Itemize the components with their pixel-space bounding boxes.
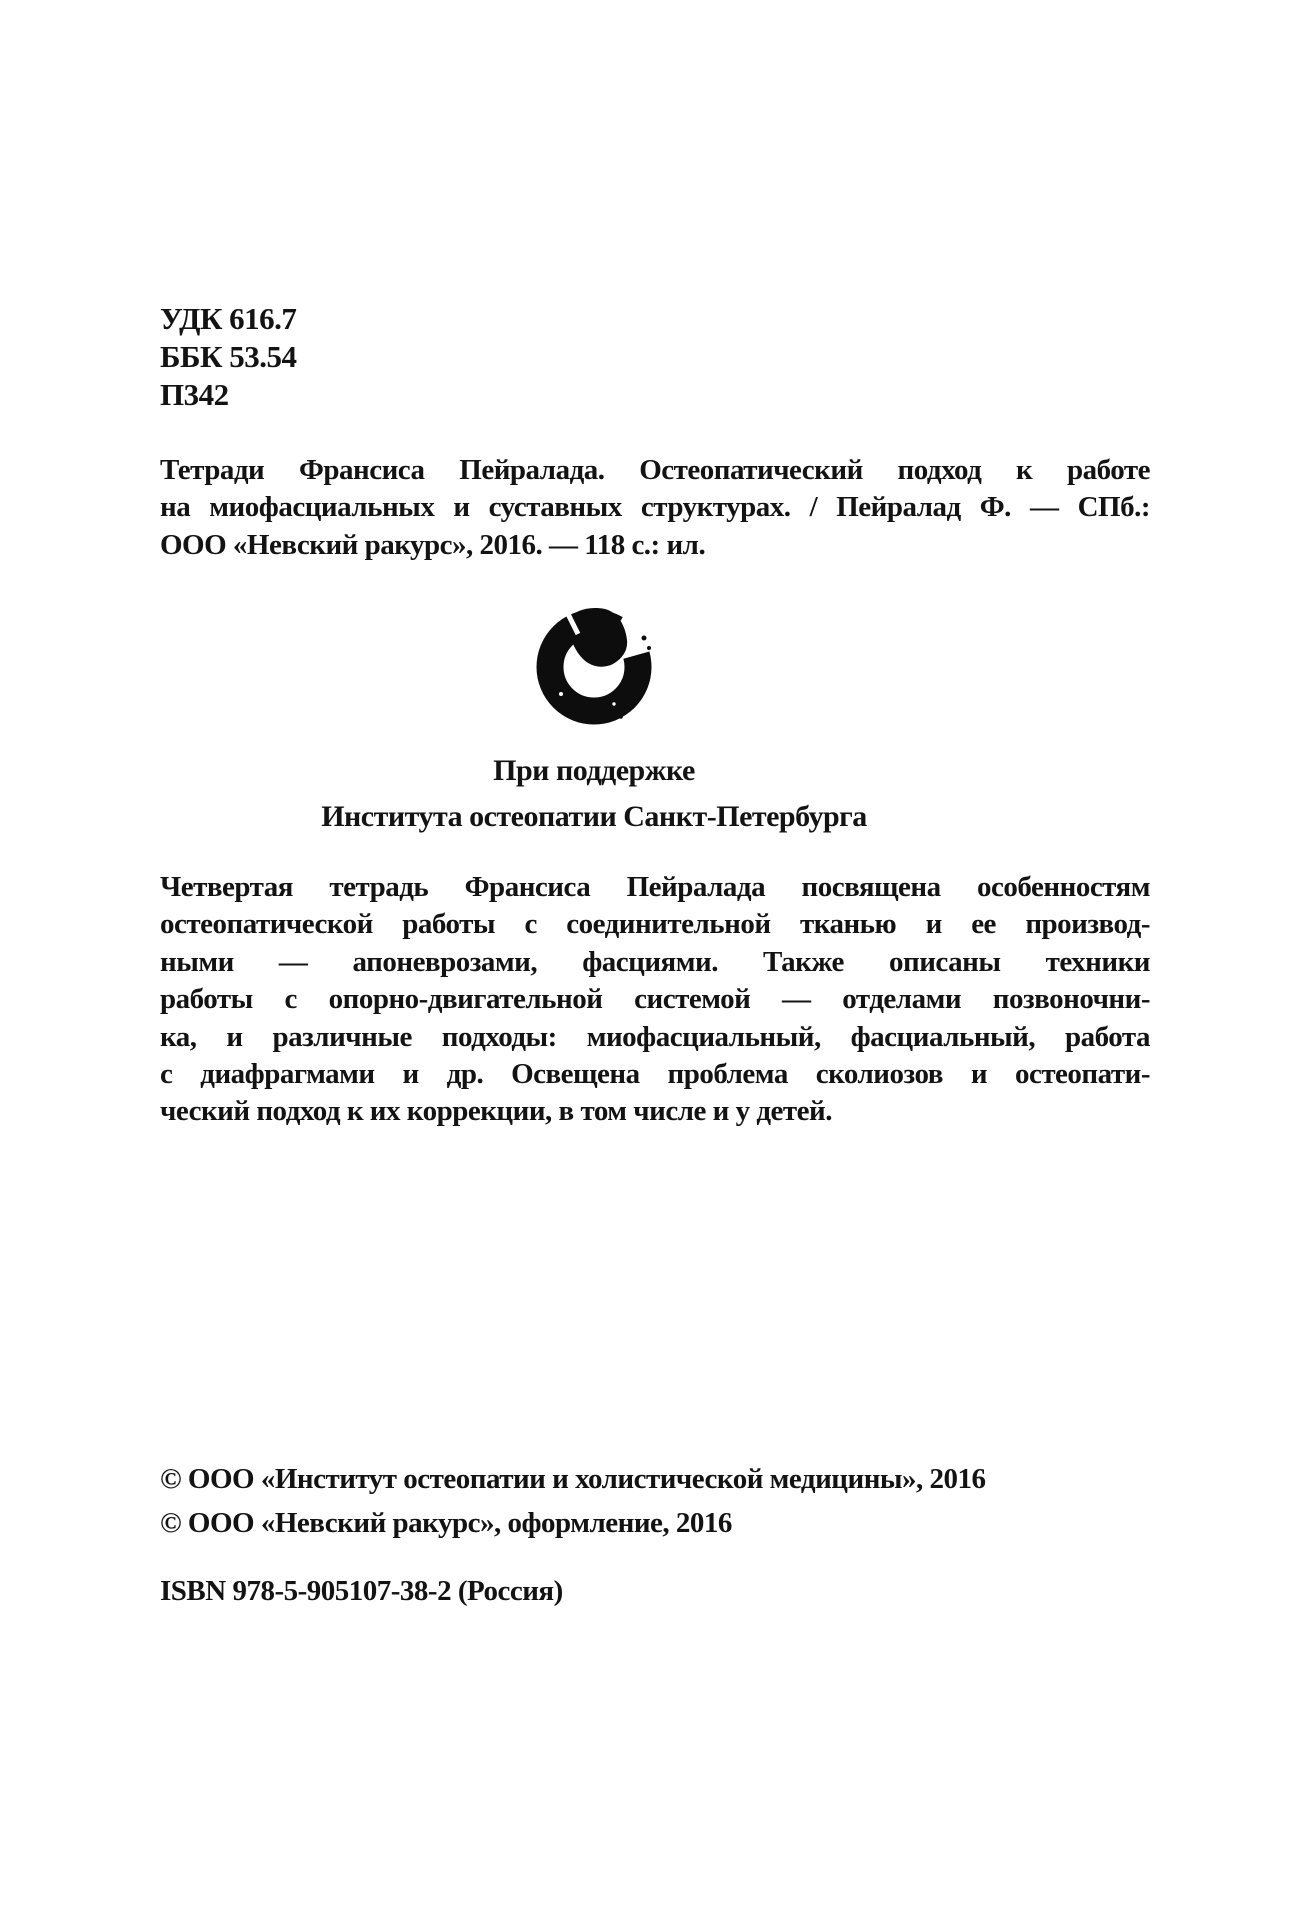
annotation-line: Четвертая тетрадь Франсиса Пейралада посвящена особенностям	[160, 871, 1150, 903]
annotation-line: ческий подход к их коррекции, в том числе и у детей.	[160, 1095, 832, 1128]
publisher-logo	[531, 604, 661, 726]
enso-brush-circle-icon	[531, 604, 661, 726]
bibliographic-record	[160, 452, 1150, 564]
biblio-line: ООО «Невский ракурс», 2016. — 118 с.: ил.	[160, 528, 706, 561]
annotation-paragraph	[160, 869, 1150, 1131]
copyright-block	[160, 1457, 1170, 1545]
biblio-line: на миофасциальных и суставных структурах. / Пейралад Ф. — СПб.:	[160, 491, 1150, 524]
biblio-line: Тетради Франсиса Пейралада. Остеопатический подход к работе	[160, 454, 1150, 486]
support-note	[160, 748, 1028, 840]
copyright-line: © ООО «Невский ракурс», оформление, 2016	[160, 1507, 732, 1539]
annotation-line: остеопатической работы с соединительной тканью и ее производ-	[160, 908, 1150, 941]
support-note-line: При поддержке	[493, 754, 695, 787]
annotation-line: работы с опорно-двигательной системой — отделами позвоночни-	[160, 983, 1150, 1016]
author-sign: П342	[160, 377, 229, 412]
udc-code: УДК 616.7	[160, 301, 297, 336]
annotation-line: ка, и различные подходы: миофасциальный, фасциальный, работа	[160, 1020, 1150, 1053]
support-note-line: Института остеопатии Санкт-Петербурга	[321, 800, 867, 833]
copyright-line: © ООО «Институт остеопатии и холистической медицины», 2016	[160, 1463, 986, 1495]
isbn-line: ISBN 978-5-905107-38-2 (Россия)	[160, 1575, 563, 1607]
bbk-code: ББК 53.54	[160, 339, 297, 374]
annotation-line: ными — апоневрозами, фасциями. Также описаны техники	[160, 945, 1150, 978]
annotation-line: с диафрагмами и др. Освещена проблема сколиозов и остеопати-	[160, 1057, 1150, 1090]
classification-codes	[160, 300, 660, 414]
